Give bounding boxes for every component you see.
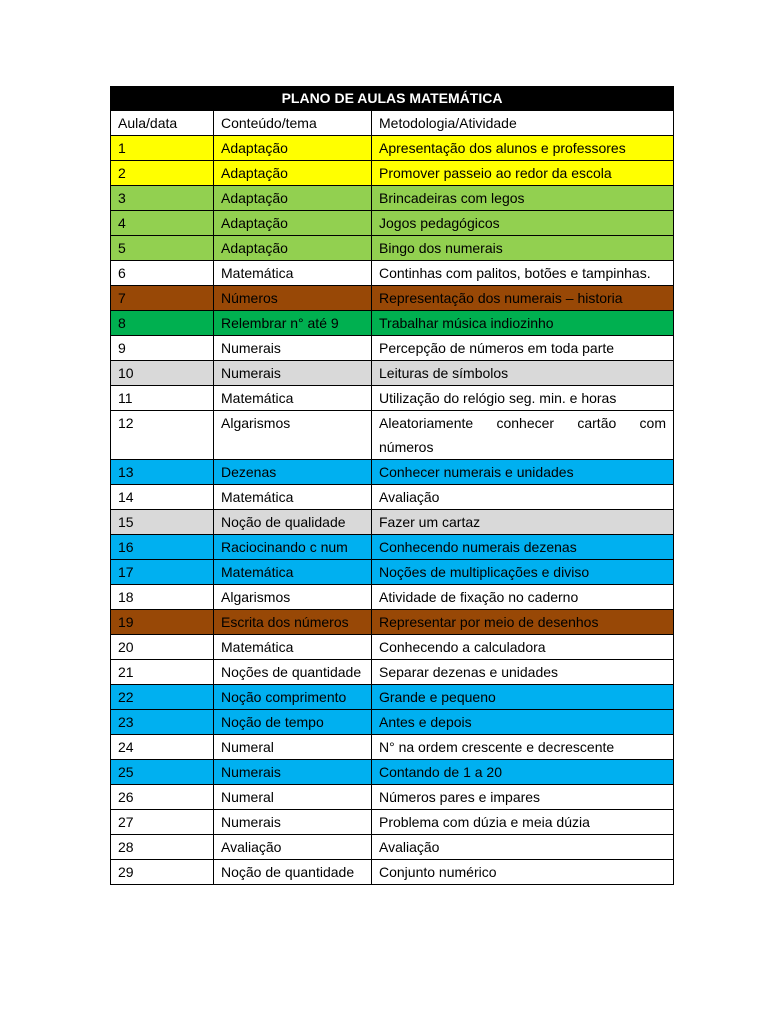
cell-aula: 25: [111, 760, 214, 785]
cell-tema: Adaptação: [214, 186, 372, 211]
cell-aula: 5: [111, 236, 214, 261]
cell-aula: 2: [111, 161, 214, 186]
table-row: [111, 560, 674, 585]
cell-tema: Adaptação: [214, 136, 372, 161]
cell-atividade: Fazer um cartaz: [372, 510, 674, 535]
table-row: [111, 186, 674, 211]
cell-atividade: Brincadeiras com legos: [372, 186, 674, 211]
table-row: [111, 261, 674, 286]
cell-aula: 15: [111, 510, 214, 535]
table-row: [111, 760, 674, 785]
cell-aula: 23: [111, 710, 214, 735]
cell-aula: 14: [111, 485, 214, 510]
cell-tema: Raciocinando c num: [214, 535, 372, 560]
cell-aula: 13: [111, 460, 214, 485]
table-row: [111, 585, 674, 610]
cell-aula: 26: [111, 785, 214, 810]
cell-aula: 24: [111, 735, 214, 760]
cell-tema: Noção de quantidade: [214, 860, 372, 885]
cell-aula: 20: [111, 635, 214, 660]
table-row: [111, 710, 674, 735]
table-row: [111, 336, 674, 361]
cell-tema: Matemática: [214, 261, 372, 286]
cell-atividade: Noções de multiplicações e diviso: [372, 560, 674, 585]
cell-atividade: Aleatoriamente conhecer cartão com números: [372, 411, 674, 460]
cell-aula: 12: [111, 411, 214, 460]
cell-tema: Relembrar n° até 9: [214, 311, 372, 336]
cell-tema: Noção de tempo: [214, 710, 372, 735]
cell-atividade: Representar por meio de desenhos: [372, 610, 674, 635]
table-row: [111, 460, 674, 485]
cell-atividade: Números pares e impares: [372, 785, 674, 810]
cell-aula: 28: [111, 835, 214, 860]
cell-atividade: Problema com dúzia e meia dúzia: [372, 810, 674, 835]
cell-atividade: Antes e depois: [372, 710, 674, 735]
title-row: [111, 87, 674, 111]
cell-aula: 7: [111, 286, 214, 311]
table-title: PLANO DE AULAS MATEMÁTICA: [111, 87, 674, 111]
table-row: [111, 685, 674, 710]
cell-tema: Noções de quantidade: [214, 660, 372, 685]
cell-atividade: Avaliação: [372, 485, 674, 510]
cell-tema: Numerais: [214, 760, 372, 785]
cell-tema: Números: [214, 286, 372, 311]
table-row: [111, 635, 674, 660]
cell-atividade: Conjunto numérico: [372, 860, 674, 885]
table-row: [111, 411, 674, 460]
cell-aula: 19: [111, 610, 214, 635]
table-row: [111, 785, 674, 810]
cell-tema: Numeral: [214, 785, 372, 810]
cell-atividade: Promover passeio ao redor da escola: [372, 161, 674, 186]
table-row: [111, 660, 674, 685]
table-row: [111, 835, 674, 860]
cell-atividade: Utilização do relógio seg. min. e horas: [372, 386, 674, 411]
cell-atividade: Atividade de fixação no caderno: [372, 585, 674, 610]
cell-tema: Adaptação: [214, 236, 372, 261]
cell-tema: Adaptação: [214, 161, 372, 186]
cell-aula: 6: [111, 261, 214, 286]
table-row: [111, 735, 674, 760]
cell-atividade: Jogos pedagógicos: [372, 211, 674, 236]
cell-tema: Adaptação: [214, 211, 372, 236]
cell-tema: Matemática: [214, 560, 372, 585]
cell-atividade: Bingo dos numerais: [372, 236, 674, 261]
cell-aula: 29: [111, 860, 214, 885]
table-row: [111, 361, 674, 386]
header-tema: Conteúdo/tema: [214, 111, 372, 136]
cell-aula: 11: [111, 386, 214, 411]
cell-aula: 1: [111, 136, 214, 161]
cell-atividade: Leituras de símbolos: [372, 361, 674, 386]
cell-tema: Matemática: [214, 635, 372, 660]
table-row: [111, 211, 674, 236]
cell-aula: 18: [111, 585, 214, 610]
table-row: [111, 810, 674, 835]
cell-tema: Matemática: [214, 485, 372, 510]
table-row: [111, 510, 674, 535]
cell-tema: Algarismos: [214, 411, 372, 460]
header-atividade: Metodologia/Atividade: [372, 111, 674, 136]
cell-aula: 21: [111, 660, 214, 685]
header-row: [111, 111, 674, 136]
table-row: [111, 286, 674, 311]
cell-atividade: Trabalhar música indiozinho: [372, 311, 674, 336]
cell-atividade: Conhecendo numerais dezenas: [372, 535, 674, 560]
table-row: [111, 161, 674, 186]
table-row: [111, 485, 674, 510]
lesson-plan-table: [110, 86, 674, 885]
cell-tema: Noção de qualidade: [214, 510, 372, 535]
cell-tema: Algarismos: [214, 585, 372, 610]
cell-aula: 3: [111, 186, 214, 211]
cell-atividade: Avaliação: [372, 835, 674, 860]
cell-tema: Escrita dos números: [214, 610, 372, 635]
cell-tema: Numeral: [214, 735, 372, 760]
cell-atividade: Grande e pequeno: [372, 685, 674, 710]
table-row: [111, 236, 674, 261]
cell-atividade: Apresentação dos alunos e professores: [372, 136, 674, 161]
cell-atividade: Conhecer numerais e unidades: [372, 460, 674, 485]
cell-tema: Numerais: [214, 810, 372, 835]
cell-tema: Avaliação: [214, 835, 372, 860]
cell-atividade: Representação dos numerais – historia: [372, 286, 674, 311]
table-row: [111, 386, 674, 411]
cell-aula: 9: [111, 336, 214, 361]
table-row: [111, 535, 674, 560]
cell-aula: 8: [111, 311, 214, 336]
cell-atividade: Continhas com palitos, botões e tampinhas.: [372, 261, 674, 286]
cell-atividade: Contando de 1 a 20: [372, 760, 674, 785]
cell-atividade: Separar dezenas e unidades: [372, 660, 674, 685]
cell-tema: Numerais: [214, 336, 372, 361]
cell-aula: 22: [111, 685, 214, 710]
cell-aula: 4: [111, 211, 214, 236]
cell-tema: Dezenas: [214, 460, 372, 485]
cell-tema: Noção comprimento: [214, 685, 372, 710]
table-row: [111, 860, 674, 885]
cell-atividade: Conhecendo a calculadora: [372, 635, 674, 660]
header-aula: Aula/data: [111, 111, 214, 136]
cell-aula: 10: [111, 361, 214, 386]
cell-aula: 16: [111, 535, 214, 560]
table-row: [111, 610, 674, 635]
cell-aula: 27: [111, 810, 214, 835]
cell-tema: Matemática: [214, 386, 372, 411]
cell-aula: 17: [111, 560, 214, 585]
table-row: [111, 311, 674, 336]
cell-atividade: N° na ordem crescente e decrescente: [372, 735, 674, 760]
cell-atividade: Percepção de números em toda parte: [372, 336, 674, 361]
cell-tema: Numerais: [214, 361, 372, 386]
table-row: [111, 136, 674, 161]
